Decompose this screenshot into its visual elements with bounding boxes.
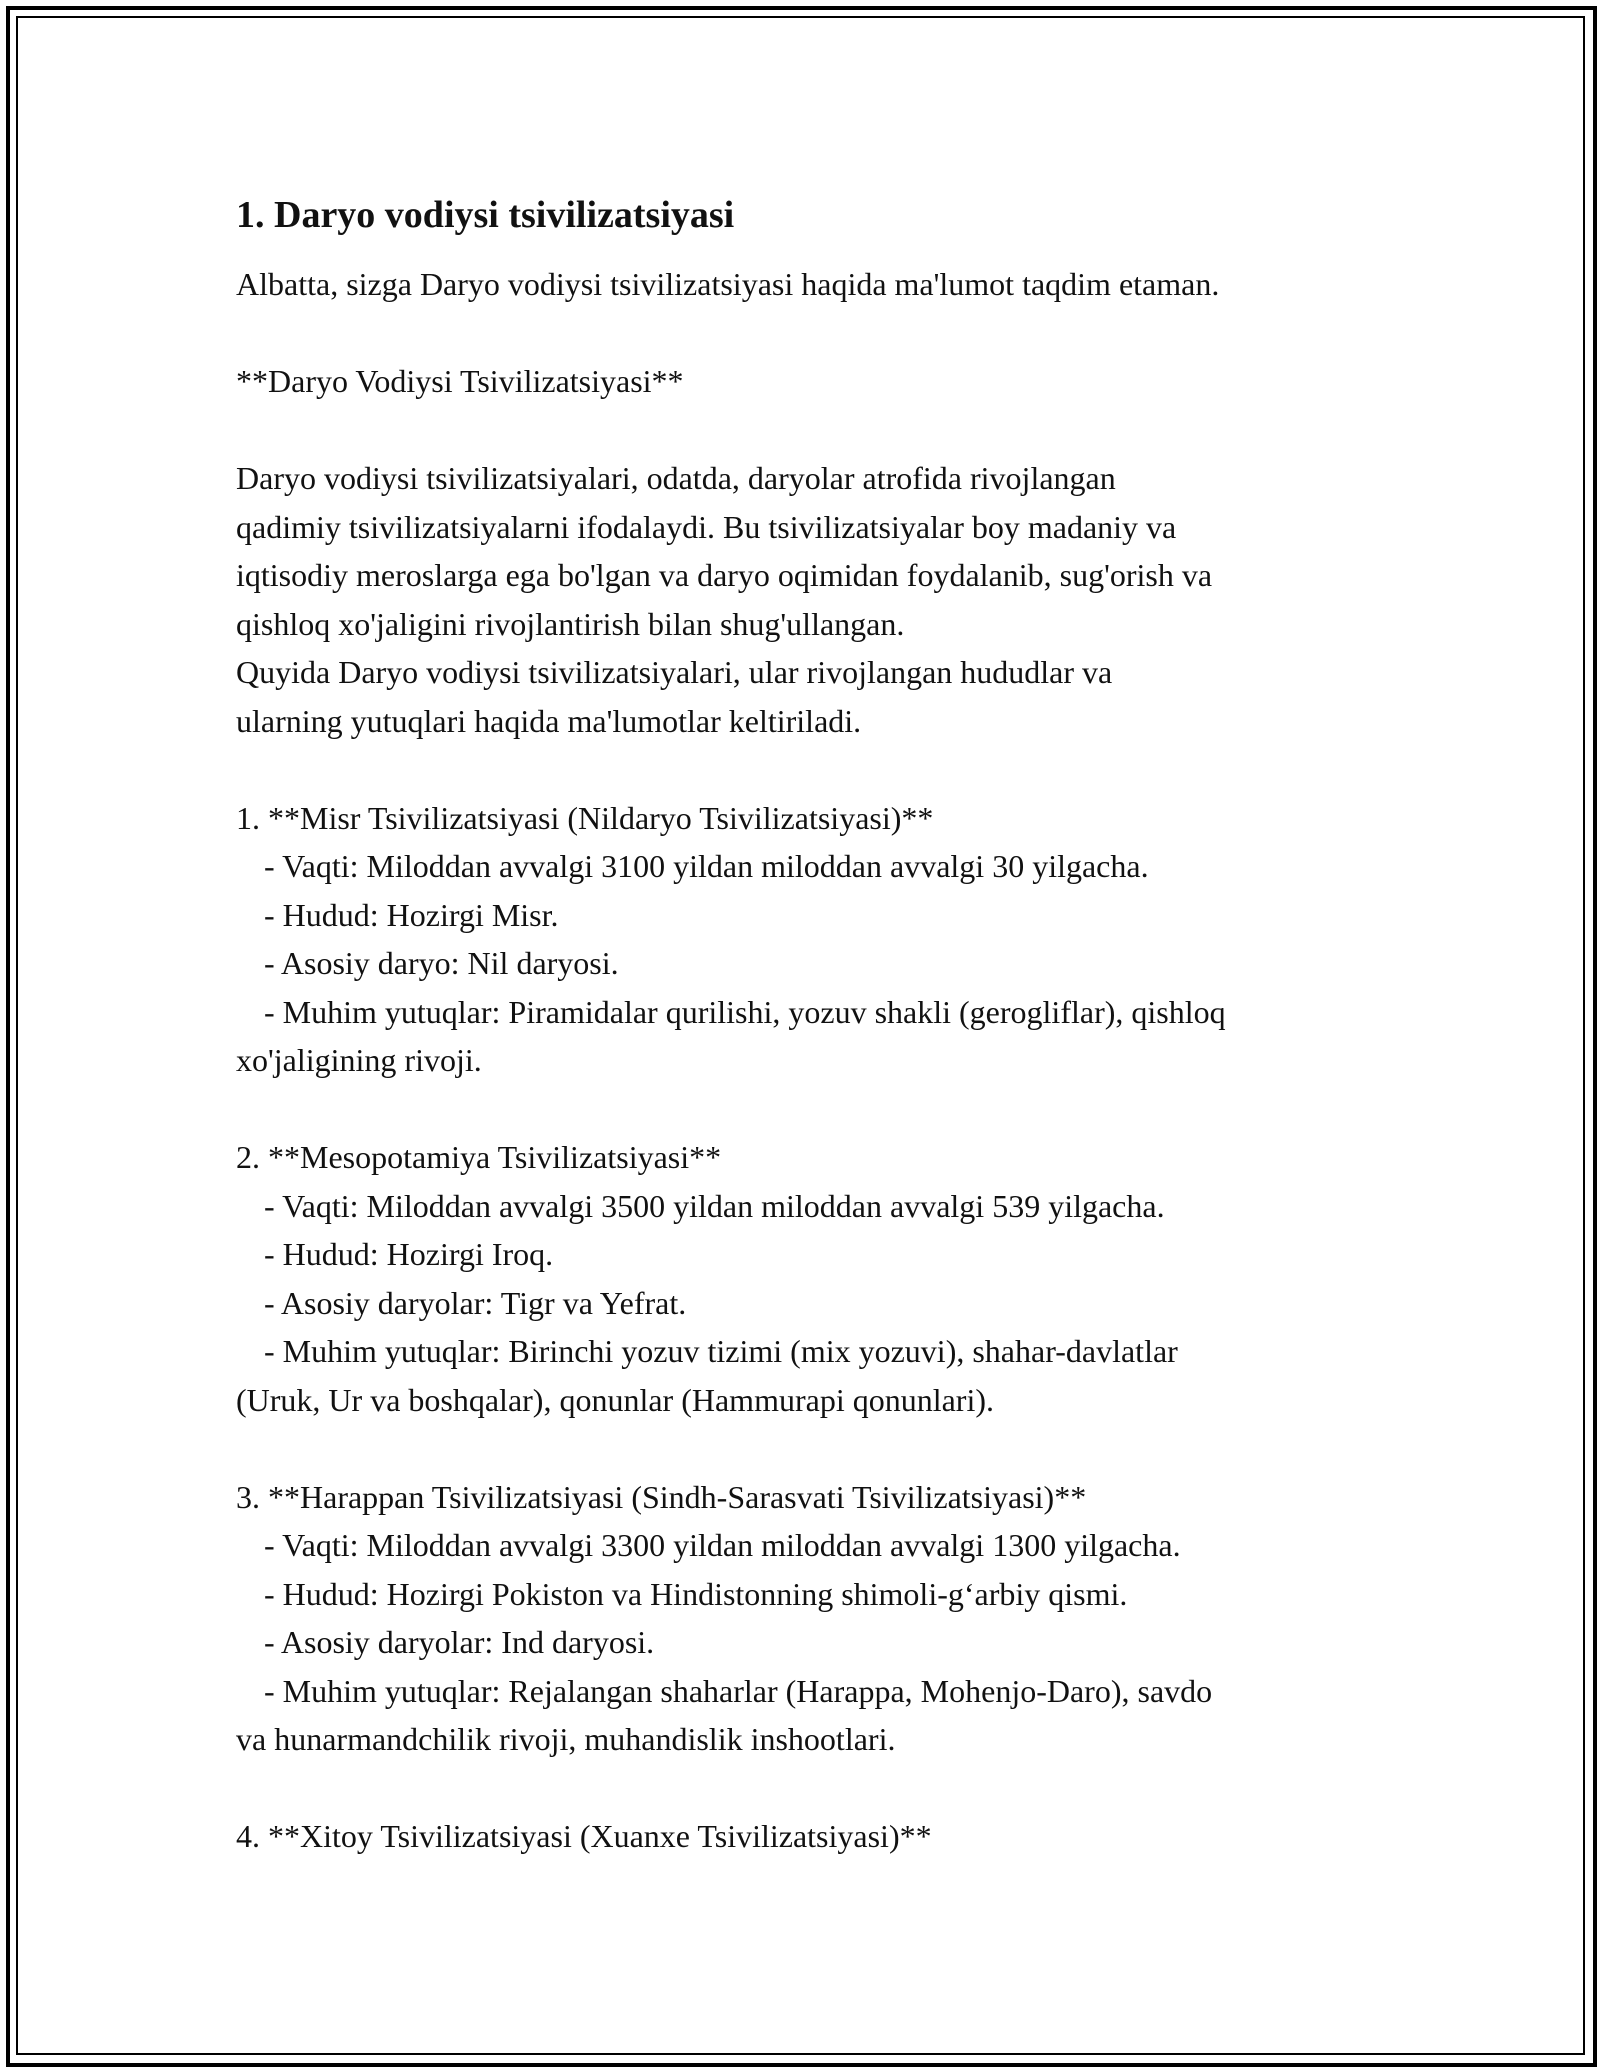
list-item: - Vaqti: Miloddan avvalgi 3300 yildan miloddan avvalgi 1300 yilgacha.	[264, 1527, 1181, 1563]
list-item: - Hudud: Hozirgi Iroq.	[264, 1236, 554, 1272]
spacer	[236, 1764, 1386, 1813]
intro-paragraph: Albatta, sizga Daryo vodiysi tsivilizatsiyasi haqida ma'lumot taqdim etaman.	[236, 266, 1220, 302]
civilization-heading: 2. **Mesopotamiya Tsivilizatsiyasi**	[236, 1139, 722, 1175]
spacer	[236, 1424, 1386, 1473]
description-line: Quyida Daryo vodiysi tsivilizatsiyalari, ular rivojlangan hududlar va	[236, 654, 1113, 690]
civilization-heading: 1. **Misr Tsivilizatsiyasi (Nildaryo Tsivilizatsiyasi)**	[236, 799, 934, 836]
description-line: Daryo vodiysi tsivilizatsiyalari, odatda, daryolar atrofida rivojlangan	[236, 460, 1116, 496]
description-line: ularning yutuqlari haqida ma'lumotlar keltiriladi.	[236, 702, 862, 739]
list-item: - Muhim yutuqlar: Birinchi yozuv tizimi (mix yozuvi), shahar-davlatlar	[264, 1333, 1178, 1369]
spacer	[236, 406, 1386, 455]
list-item: - Vaqti: Miloddan avvalgi 3500 yildan miloddan avvalgi 539 yilgacha.	[264, 1187, 1165, 1224]
list-item: - Asosiy daryolar: Tigr va Yefrat.	[264, 1284, 687, 1321]
document-body	[236, 190, 1386, 1861]
document-title: 1. Daryo vodiysi tsivilizatsiyasi	[236, 194, 735, 236]
list-item-continuation: (Uruk, Ur va boshqalar), qonunlar (Hammurapi qonunlari).	[236, 1381, 994, 1418]
civilization-heading: 4. **Xitoy Tsivilizatsiyasi (Xuanxe Tsivilizatsiyasi)**	[236, 1818, 932, 1854]
list-item: - Hudud: Hozirgi Pokiston va Hindistonning shimoli-g‘arbiy qismi.	[264, 1575, 1128, 1612]
description-line: qishloq xo'jaligini rivojlantirish bilan shug'ullangan.	[236, 605, 905, 642]
spacer	[236, 1085, 1386, 1134]
description-line: qadimiy tsivilizatsiyalarni ifodalaydi. Bu tsivilizatsiyalar boy madaniy va	[236, 508, 1177, 545]
section-heading: **Daryo Vodiysi Tsivilizatsiyasi**	[236, 363, 684, 399]
list-item: - Vaqti: Miloddan avvalgi 3100 yildan miloddan avvalgi 30 yilgacha.	[264, 848, 1149, 884]
list-item: - Asosiy daryo: Nil daryosi.	[264, 945, 619, 981]
list-item: - Muhim yutuqlar: Rejalangan shaharlar (Harappa, Mohenjo-Daro), savdo	[264, 1672, 1213, 1709]
list-item: - Muhim yutuqlar: Piramidalar qurilishi, yozuv shakli (gerogliflar), qishloq	[264, 993, 1226, 1030]
civilization-heading: 3. **Harappan Tsivilizatsiyasi (Sindh-Sarasvati Tsivilizatsiyasi)**	[236, 1478, 1087, 1515]
spacer	[236, 745, 1386, 794]
spacer	[236, 309, 1386, 358]
description-line: iqtisodiy meroslarga ega bo'lgan va daryo oqimidan foydalanib, sug'orish va	[236, 557, 1213, 593]
list-item: - Hudud: Hozirgi Misr.	[264, 896, 559, 933]
list-item-continuation: va hunarmandchilik rivoji, muhandislik inshootlari.	[236, 1721, 896, 1757]
list-item: - Asosiy daryolar: Ind daryosi.	[264, 1624, 655, 1660]
list-item-continuation: xo'jaligining rivoji.	[236, 1042, 482, 1078]
